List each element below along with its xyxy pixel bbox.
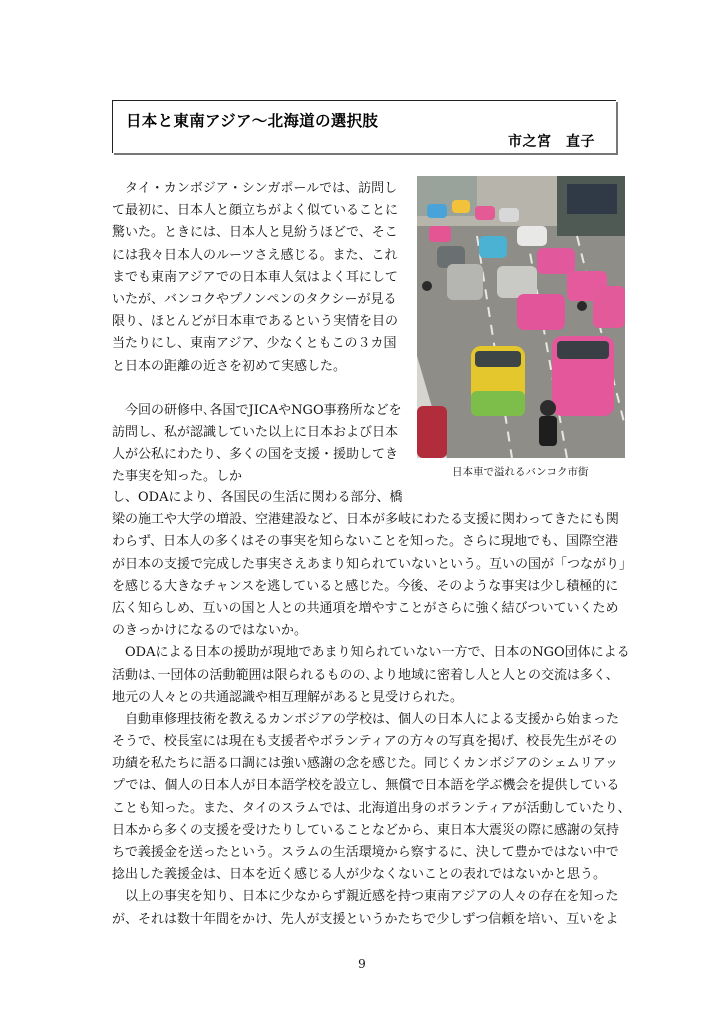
text-line: 以上の事実を知り、日本に少なからず親近感を持つ東南アジアの人々の存在を知った <box>112 889 619 905</box>
text-line: そうで、校長室には現在も支援者やボランティアの方々の写真を掲げ、校長先生がその <box>112 734 618 750</box>
text-line: いたが、バンコクやプノンペンのタクシーが見る <box>112 291 397 307</box>
text-line: た事実を知った。しか <box>112 469 243 485</box>
text-line: と日本の距離の近さを初めて実感した。 <box>112 358 347 374</box>
text-line: 当たりにし、東南アジア、少なくともこの３カ国 <box>112 336 397 352</box>
text-line: 地元の人々との共通認識や相互理解があると見受けられた。 <box>112 689 464 705</box>
bangkok-traffic-photo <box>417 176 625 458</box>
text-line: 日本から多くの支援を受けたりしていることなどから、東日本大震災の際に感謝の気持 <box>112 822 620 838</box>
text-line: 自動車修理技術を教えるカンボジアの学校は、個人の日本人による支援から始まった <box>112 711 620 727</box>
text-line: 限り、ほとんどが日本車であるという実情を目の <box>112 314 399 330</box>
text-line: を感じる大きなチャンスを逃していると感じた。今後、そのような事実は少し積極的に <box>112 578 619 594</box>
article-title: 日本と東南アジア～北海道の選択肢 <box>126 112 379 130</box>
text-line: ことも知った。また、タイのスラムでは、北海道出身のボランティアが活動していたり、 <box>112 800 631 816</box>
paragraph-2 <box>112 400 402 489</box>
text-line: プでは、個人の日本人が日本語学校を設立し、無償で日本語を学ぶ機会を提供している <box>112 778 620 794</box>
photo-caption: 日本車で溢れるバンコク市街 <box>452 466 589 478</box>
column-text <box>112 178 402 489</box>
text-line: 訪問し、私が認識していた以上に日本および日本 <box>112 425 399 441</box>
text-line: 今回の研修中､各国でJICAやNGO事務所などを <box>112 402 402 418</box>
text-line: わらず、日本人の多くはその事実を知らないことを知った。さらに現地でも、国際空港 <box>112 534 618 550</box>
text-line: 活動は､一団体の活動範囲は限られるものの､より地域に密着し人と人との交流は多く、 <box>112 667 619 683</box>
text-line: が日本の支援で完成した事実さえあまり知られていないという。互いの国が「つながり」 <box>112 556 633 572</box>
text-line: 驚いた。ときには、日本人と見紛うほどで、そこ <box>112 225 398 241</box>
text-line: タイ・カンボジア・シンガポールでは、訪問し <box>112 181 398 196</box>
paragraph-1 <box>112 178 402 378</box>
text-line: 人が公私にわたり、多くの国を支援・援助してき <box>112 447 399 463</box>
text-line: 捻出した義援金は、日本を近く感じる人が少なくないことの表れではないかと思う。 <box>112 867 607 883</box>
text-line: には我々日本人のルーツさえ感じる。また、これ <box>112 247 398 263</box>
text-line: て最初に、日本人と顔立ちがよく似ていることに <box>112 203 399 219</box>
author-name: 市之宮 直子 <box>508 134 595 150</box>
full-width-text <box>112 487 633 931</box>
text-line: のきっかけになるのではないか。 <box>112 623 308 639</box>
page-number: 9 <box>358 957 366 971</box>
text-line: ちで義援金を送ったという。スラムの生活環境から察するに、決して豊かではない中で <box>112 845 619 860</box>
text-line: し、ODAにより、各国民の生活に関わる部分、橋 <box>112 490 403 505</box>
text-line: までも東南アジアでの日本車人気はよく耳にして <box>112 269 398 285</box>
text-line: が、それは数十年間をかけ、先人が支援というかたちで少しずつ信頼を培い、互いをよ <box>112 911 619 927</box>
text-line: 功績を私たちに語る口調には強い感謝の念を感じた。同じくカンボジアのシェムリアッ <box>112 756 618 772</box>
text-line: 広く知らしめ、互いの国と人との共通項を増やすことがさらに強く結びついていくため <box>112 600 619 616</box>
text-line: ODAによる日本の援助が現地であまり知られていない一方で、日本のNGO団体による <box>112 645 630 661</box>
text-line: 梁の施工や大学の増設、空港建設など、日本が多岐にわたる支援に関わってきたにも関 <box>112 512 619 528</box>
